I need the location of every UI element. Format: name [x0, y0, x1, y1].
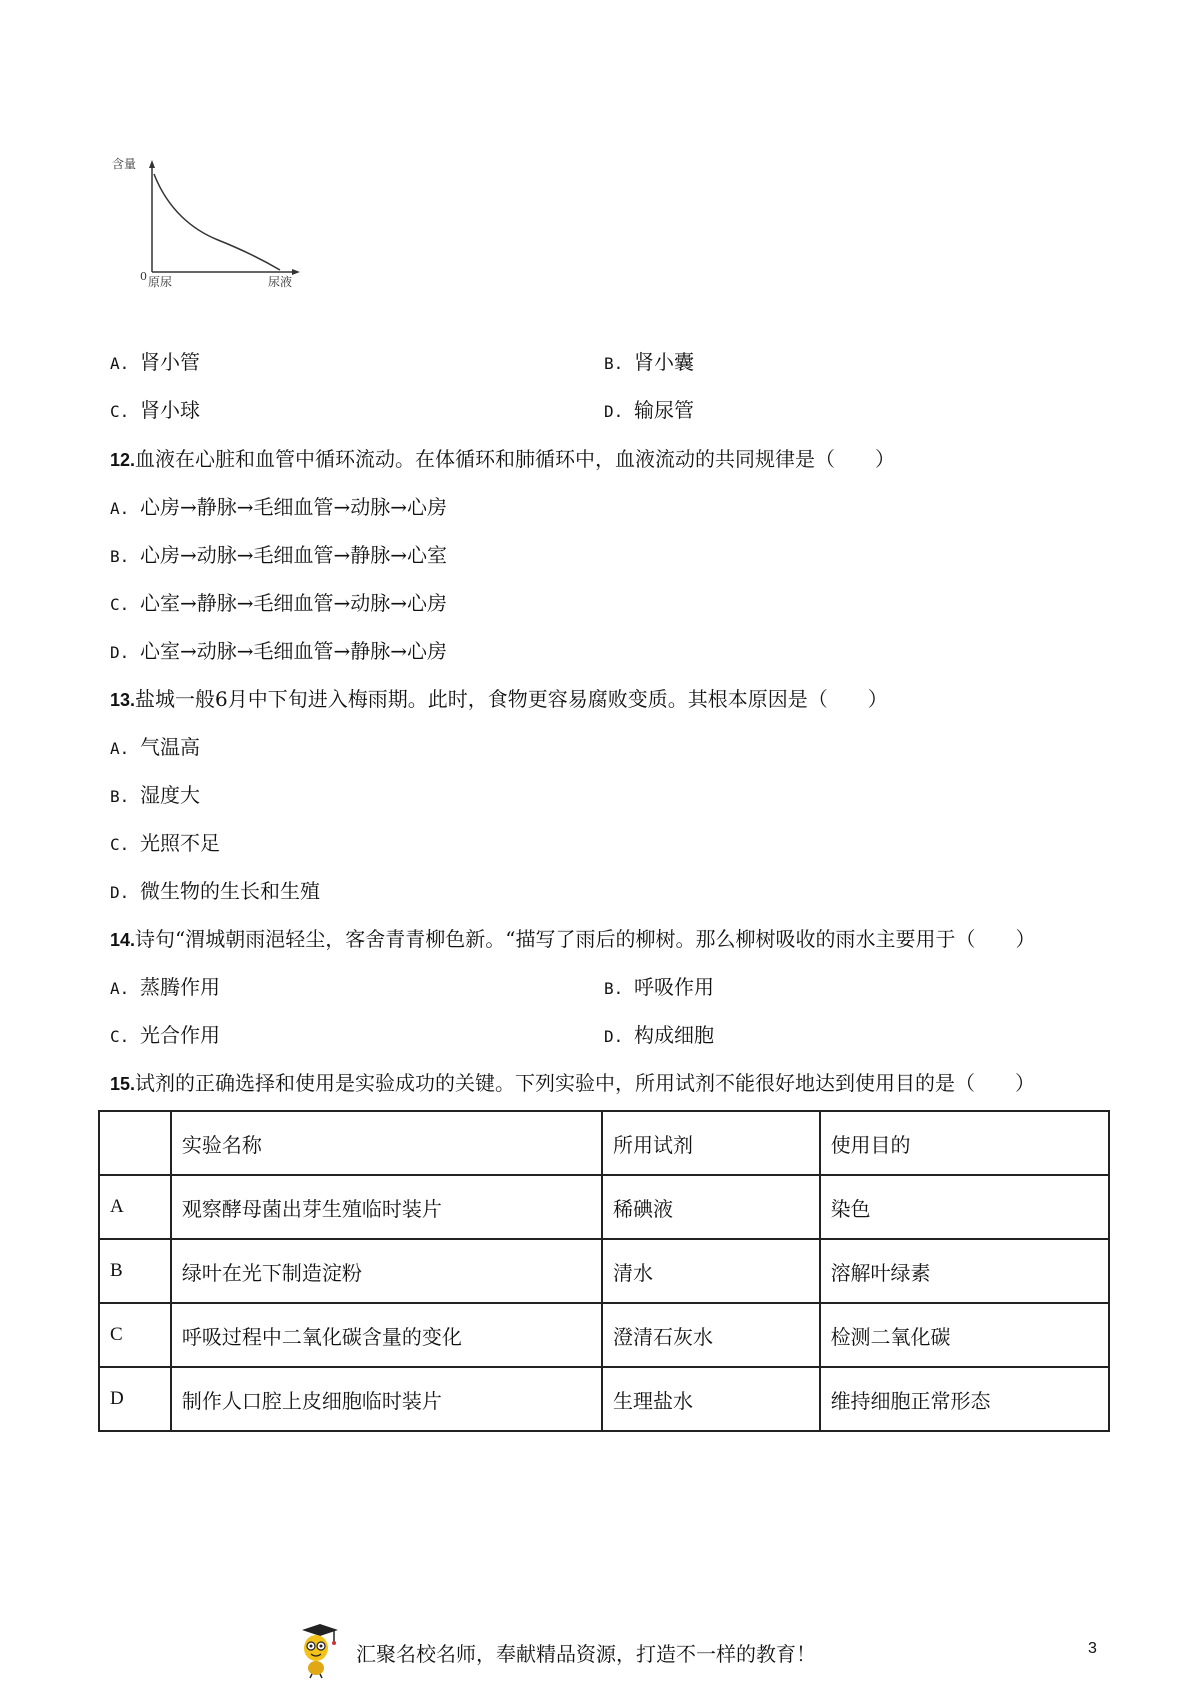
table-header-cell: 实验名称: [171, 1111, 602, 1175]
q12-option-b: [110, 543, 447, 569]
y-axis-arrow: [149, 160, 155, 168]
option-letter: A.: [110, 354, 130, 373]
option-text: 肾小囊: [634, 350, 694, 374]
footer-slogan: 汇聚名校名师，奉献精品资源，打造不一样的教育！: [356, 1642, 816, 1666]
question-text: 血液在心脏和血管中循环流动。在体循环和肺循环中，血液流动的共同规律是（ ）: [135, 447, 896, 471]
reagent-table: [98, 1110, 1110, 1432]
content-curve-svg: [112, 157, 338, 320]
x-end-label: 尿液: [268, 275, 293, 289]
option-text: 光照不足: [140, 831, 220, 855]
option-letter: C.: [110, 1027, 130, 1046]
option-letter: D.: [110, 883, 130, 902]
table-cell: 绿叶在光下制造淀粉: [171, 1239, 602, 1303]
q14-option-a: [110, 975, 220, 1001]
content-curve-figure: [112, 157, 338, 320]
option-letter: D.: [604, 1027, 624, 1046]
option-letter: A.: [110, 739, 130, 758]
page-number: 3: [1088, 1640, 1097, 1657]
table-cell: 澄清石灰水: [602, 1303, 820, 1367]
q13-option-d: [110, 879, 320, 905]
option-text: 微生物的生长和生殖: [140, 879, 320, 903]
q15-stem: [110, 1071, 1035, 1096]
mascot-logo-icon: [296, 1620, 340, 1678]
option-text: 呼吸作用: [634, 975, 714, 999]
y-axis-label: 含量: [112, 157, 137, 171]
table-header-row: [99, 1111, 1109, 1175]
table-cell: 检测二氧化碳: [820, 1303, 1109, 1367]
question-text: 试剂的正确选择和使用是实验成功的关键。下列实验中，所用试剂不能很好地达到使用目的是（ ）: [135, 1071, 1036, 1095]
table-cell: 生理盐水: [602, 1367, 820, 1431]
table-header-cell: 使用目的: [820, 1111, 1109, 1175]
table-cell: 维持细胞正常形态: [820, 1367, 1109, 1431]
q13-option-c: [110, 831, 220, 857]
option-text: 心室→静脉→毛细血管→动脉→心房: [140, 591, 448, 615]
table-cell: D: [99, 1367, 171, 1431]
table-cell: 呼吸过程中二氧化碳含量的变化: [171, 1303, 602, 1367]
q12-option-d: [110, 639, 447, 665]
option-letter: C.: [110, 595, 130, 614]
table-cell: 染色: [820, 1175, 1109, 1239]
option-text: 光合作用: [140, 1023, 220, 1047]
table-cell: 制作人口腔上皮细胞临时装片: [171, 1367, 602, 1431]
option-text: 心房→静脉→毛细血管→动脉→心房: [140, 495, 448, 519]
q14-option-b: [604, 975, 714, 1001]
option-letter: A.: [110, 499, 130, 518]
q14-stem: [110, 927, 1035, 952]
option-text: 肾小管: [140, 350, 200, 374]
table-cell: B: [99, 1239, 171, 1303]
q13-option-a: [110, 735, 200, 761]
table-row: [99, 1239, 1109, 1303]
question-number: 13.: [110, 690, 136, 710]
table-row: [99, 1303, 1109, 1367]
table-cell: 清水: [602, 1239, 820, 1303]
content-curve: [154, 174, 280, 270]
q11-option-b: [604, 350, 694, 376]
table-cell: C: [99, 1303, 171, 1367]
q13-option-b: [110, 783, 200, 809]
q12-option-c: [110, 591, 447, 617]
q13-stem: [110, 687, 888, 712]
option-letter: B.: [604, 979, 624, 998]
q11-option-d: [604, 398, 694, 424]
origin-label: 0: [140, 270, 147, 283]
table-row: [99, 1175, 1109, 1239]
option-text: 气温高: [140, 735, 200, 759]
option-text: 肾小球: [140, 398, 200, 422]
option-letter: C.: [110, 402, 130, 421]
option-letter: D.: [110, 643, 130, 662]
option-letter: B.: [110, 547, 130, 566]
option-letter: D.: [604, 402, 624, 421]
page-footer: [0, 1620, 1200, 1680]
x-start-label: 原尿: [148, 275, 173, 289]
table-header-cell: 所用试剂: [602, 1111, 820, 1175]
table-header-cell: [99, 1111, 171, 1175]
question-number: 15.: [110, 1074, 136, 1094]
option-text: 输尿管: [634, 398, 694, 422]
option-text: 蒸腾作用: [140, 975, 220, 999]
q11-option-c: [110, 398, 200, 424]
q12-option-a: [110, 495, 447, 521]
table-row: [99, 1367, 1109, 1431]
q12-stem: [110, 447, 895, 472]
question-number: 12.: [110, 450, 136, 470]
option-letter: B.: [110, 787, 130, 806]
option-text: 心室→动脉→毛细血管→静脉→心房: [140, 639, 448, 663]
table-cell: 溶解叶绿素: [820, 1239, 1109, 1303]
option-text: 心房→动脉→毛细血管→静脉→心室: [140, 543, 448, 567]
question-text: 诗句“渭城朝雨浥轻尘，客舍青青柳色新。“描写了雨后的柳树。那么柳树吸收的雨水主要用于（ ）: [135, 927, 1036, 951]
q14-option-c: [110, 1023, 220, 1049]
question-text: 盐城一般6月中下旬进入梅雨期。此时，食物更容易腐败变质。其根本原因是（ ）: [135, 687, 888, 711]
option-letter: B.: [604, 354, 624, 373]
option-text: 构成细胞: [634, 1023, 714, 1047]
option-text: 湿度大: [140, 783, 200, 807]
table-cell: A: [99, 1175, 171, 1239]
table-cell: 稀碘液: [602, 1175, 820, 1239]
option-letter: A.: [110, 979, 130, 998]
option-letter: C.: [110, 835, 130, 854]
q14-option-d: [604, 1023, 714, 1049]
question-number: 14.: [110, 930, 136, 950]
x-axis-arrow: [292, 269, 300, 275]
table-cell: 观察酵母菌出芽生殖临时装片: [171, 1175, 602, 1239]
q11-option-a: [110, 350, 200, 376]
